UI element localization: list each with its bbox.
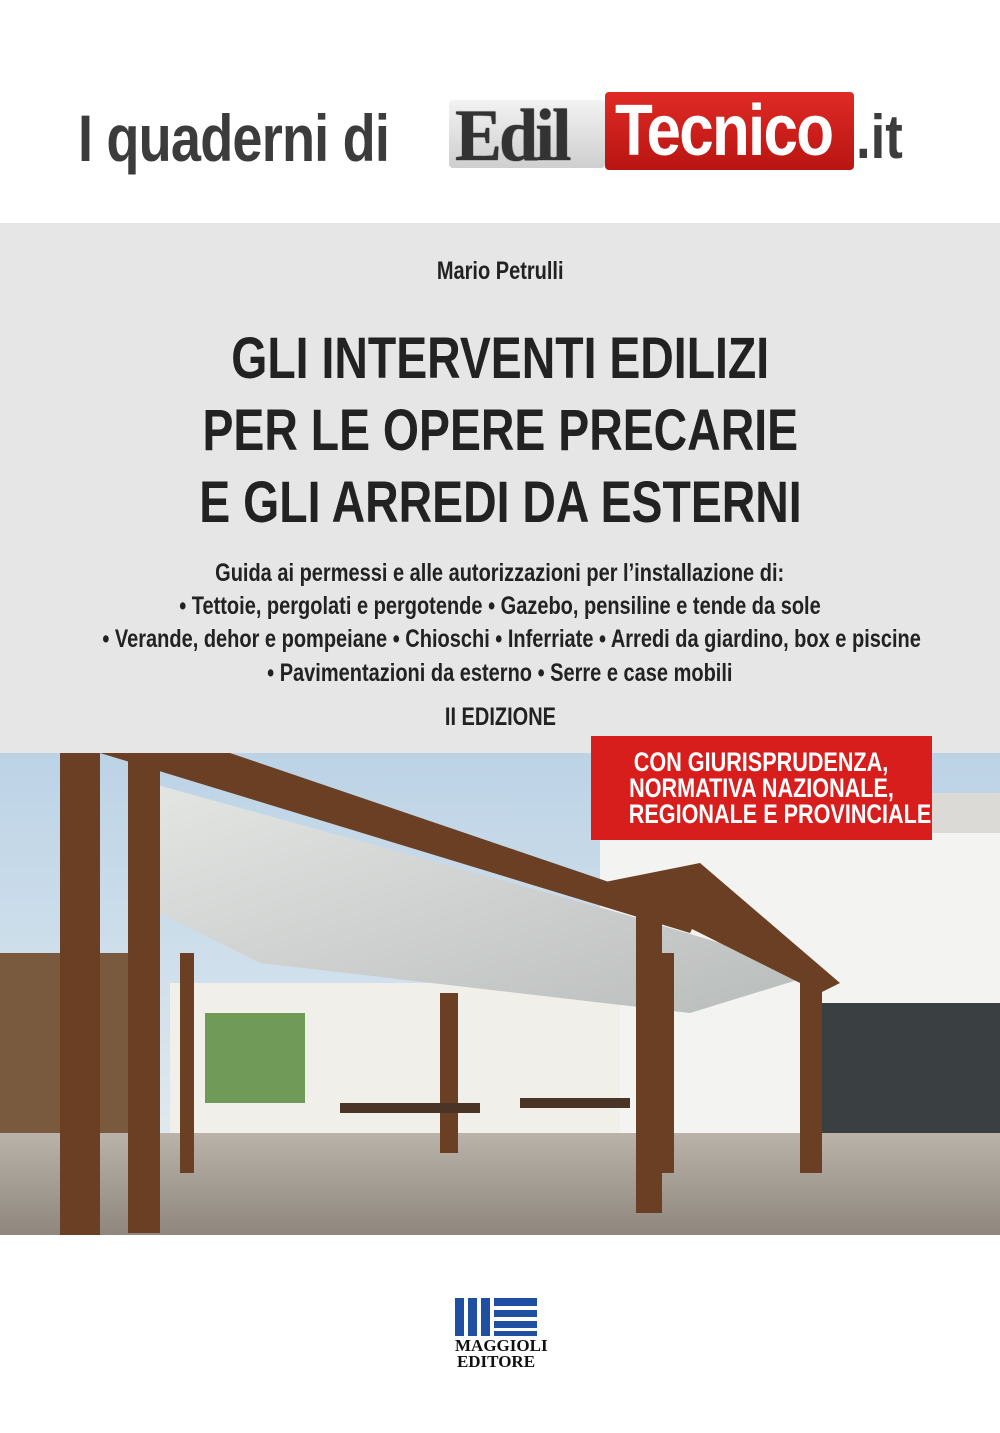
subtitle-line: • Tettoie, pergolati e pergotende • Gazebo, pensiline e tende da sole	[179, 592, 821, 620]
logo-edil: Edil	[449, 100, 605, 168]
publisher-subname: EDITORE	[456, 1352, 536, 1371]
publisher-mark-icon	[455, 1298, 537, 1336]
series-prefix: I quaderni di	[78, 101, 390, 175]
highlight-line: NORMATIVA NAZIONALE,	[629, 773, 894, 803]
series-logo	[0, 92, 1000, 182]
subtitle-line: • Pavimentazioni da esterno • Serre e case mobili	[267, 659, 733, 687]
highlight-line: CON GIURISPRUDENZA,	[634, 747, 889, 777]
logo-dotit: .it	[856, 103, 903, 172]
highlight-line: REGIONALE E PROVINCIALE	[628, 799, 932, 829]
book-title-line: GLI INTERVENTI EDILIZI	[231, 326, 769, 391]
highlight-box	[591, 736, 932, 840]
publisher-logo	[455, 1298, 548, 1371]
subtitle-line: • Verande, dehor e pompeiane • Chioschi • Inferriate • Arredi da giardino, box e piscine	[102, 625, 921, 653]
author: Mario Petrulli	[436, 257, 564, 285]
book-title-line: PER LE OPERE PRECARIE	[202, 398, 798, 463]
edition: II EDIZIONE	[444, 703, 556, 731]
subtitle-line: Guida ai permessi e alle autorizzazioni per l’installazione di:	[215, 559, 785, 587]
publisher-name: MAGGIOLI	[455, 1336, 548, 1355]
book-title-line: E GLI ARREDI DA ESTERNI	[198, 470, 802, 535]
title-band	[0, 223, 1000, 753]
logo-tecnico: Tecnico	[605, 92, 854, 170]
